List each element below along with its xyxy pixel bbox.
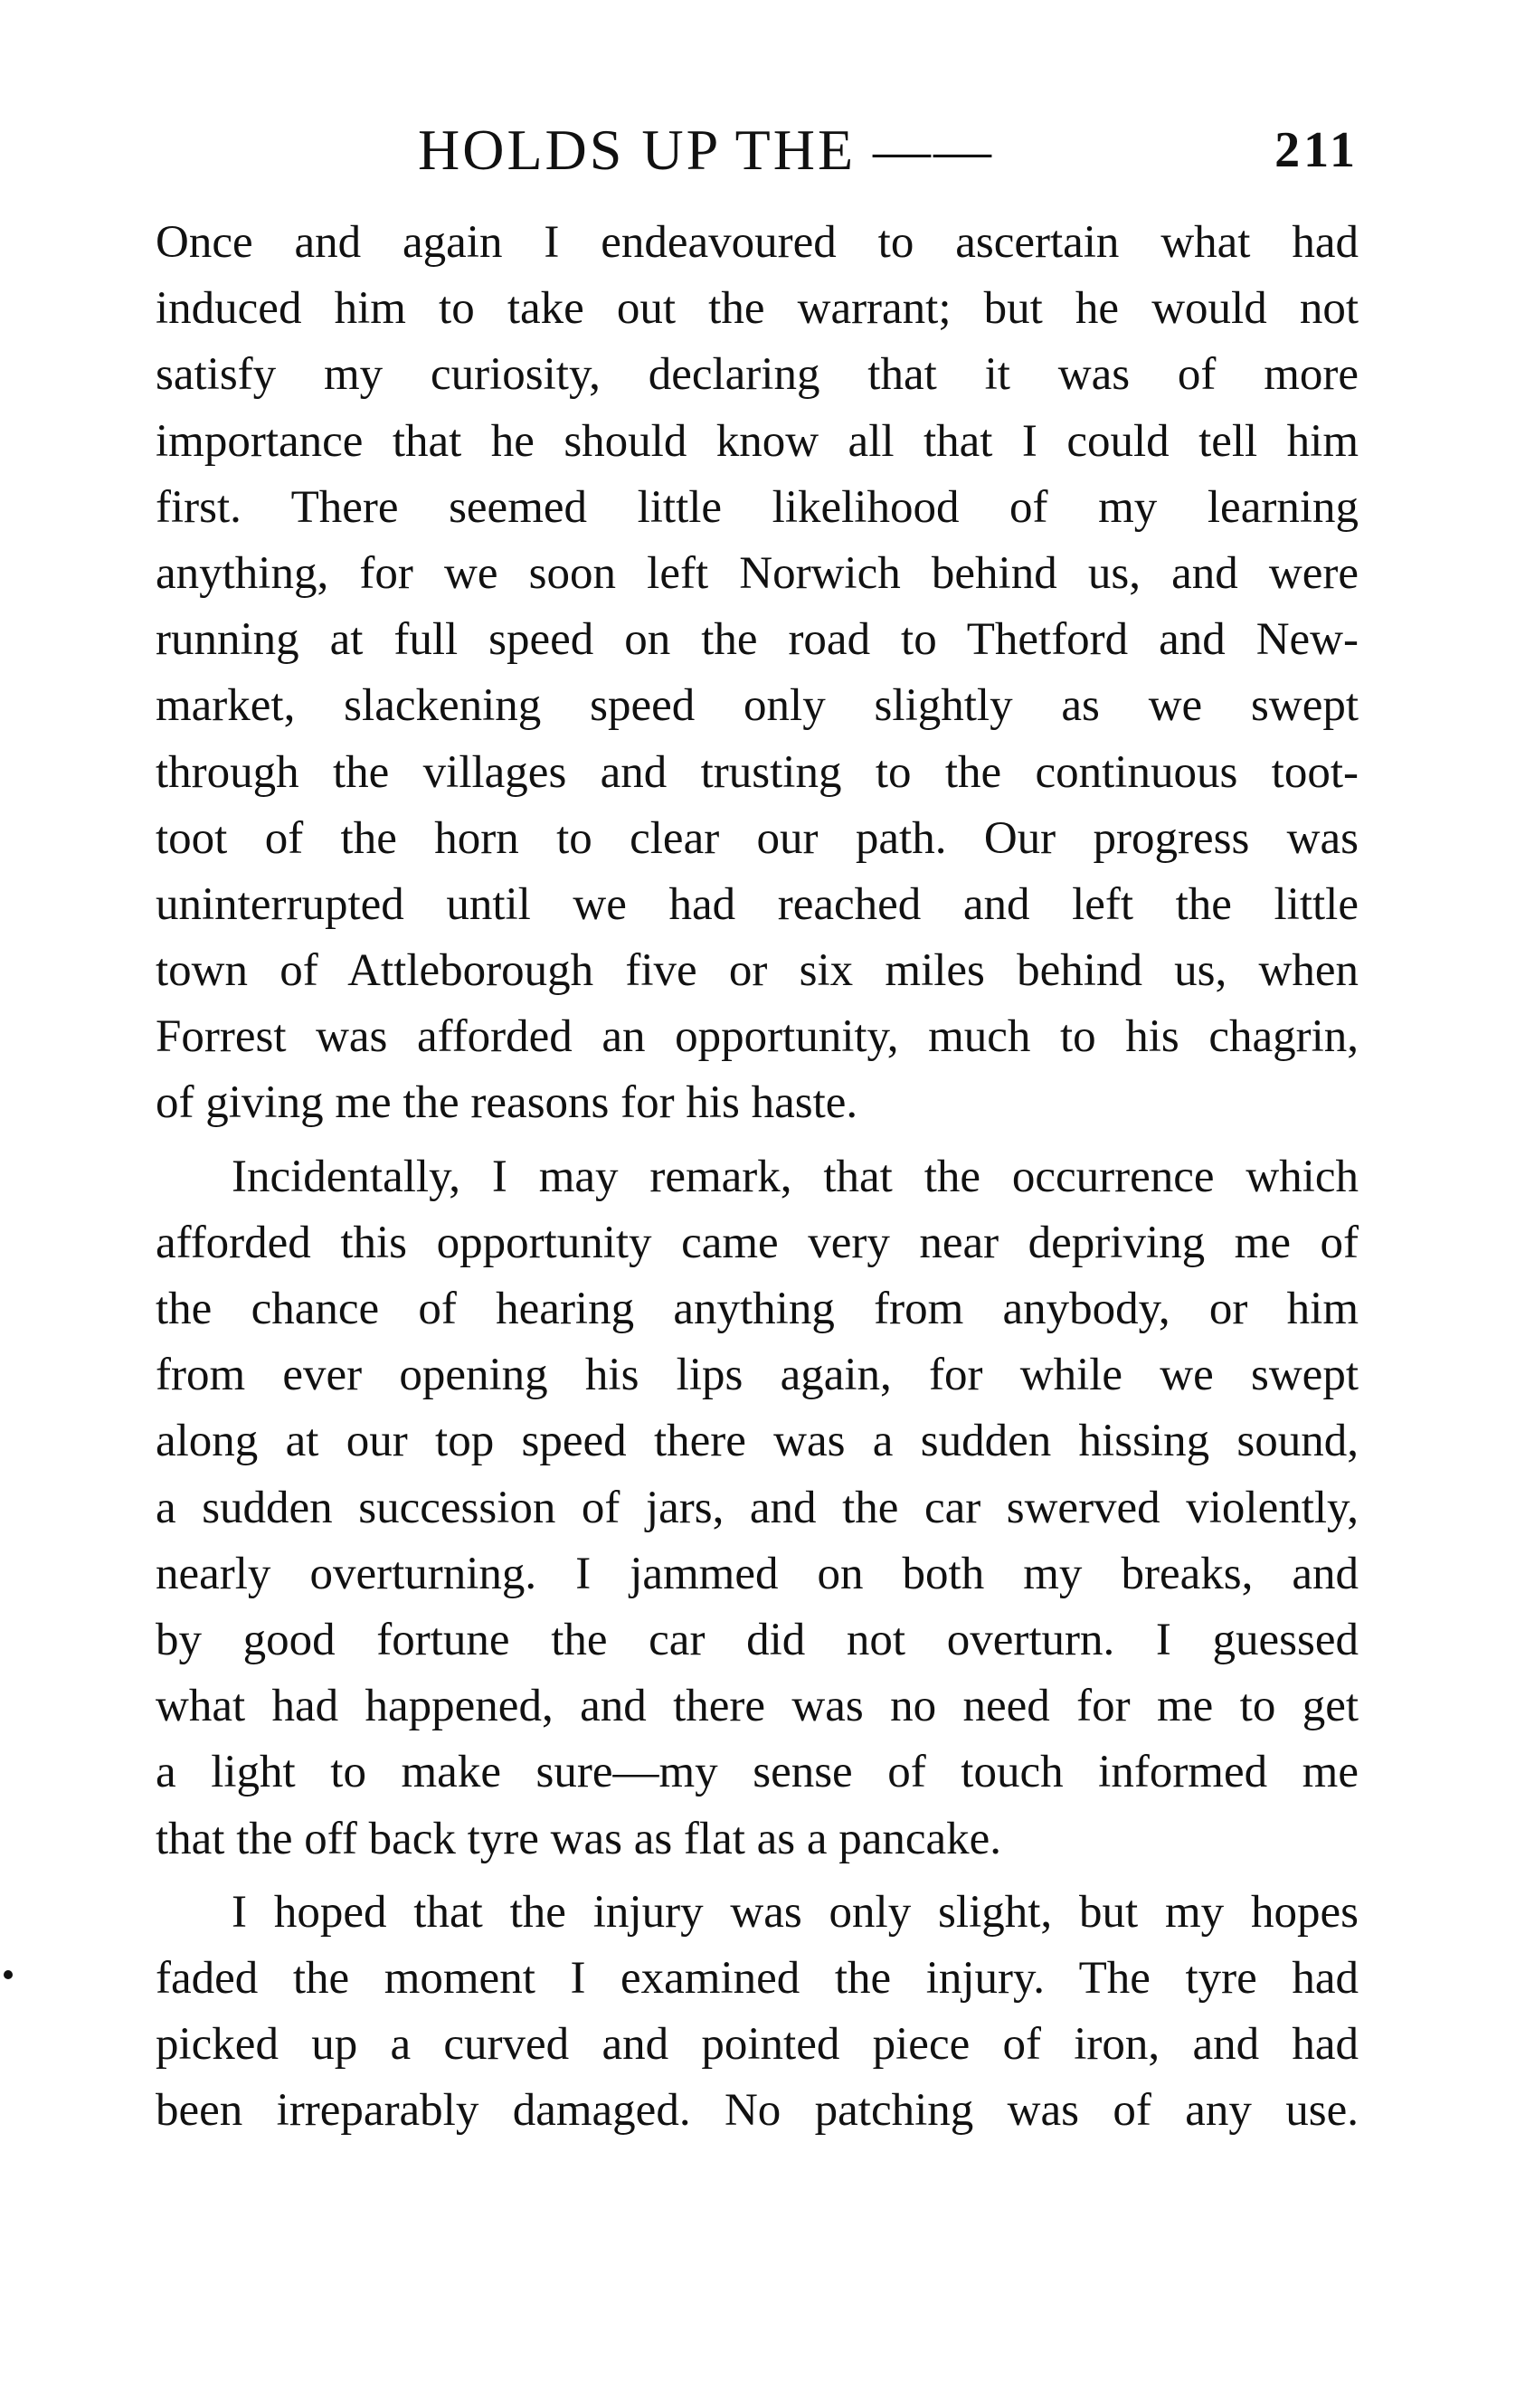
paragraph (156, 1880, 1359, 2145)
text-line: faded the moment I examined the injury. The tyre had (156, 1952, 1359, 2004)
text-line: nearly overturning. I jammed on both my breaks, and (156, 1548, 1359, 1599)
paragraph-gap (156, 1872, 1359, 1880)
text-line: afforded this opportunity came very near depriving me of (156, 1217, 1359, 1268)
text-line: Forrest was afforded an opportunity, much to his chagrin, (156, 1011, 1359, 1063)
text-line: that the off back tyre was as flat as a pancake. (156, 1813, 1002, 1864)
text-line: town of Attleborough five or six miles behind us, when (156, 945, 1359, 997)
text-line: first. There seemed little likelihood of my learning (156, 481, 1359, 533)
text-line: a sudden succession of jars, and the car swerved violently, (156, 1482, 1359, 1533)
text-line: what had happened, and there was no need for me to get (156, 1681, 1359, 1732)
text-line: satisfy my curiosity, declaring that it was of more (156, 349, 1359, 401)
text-line: running at full speed on the road to Thetford and New- (156, 614, 1359, 666)
text-line: uninterrupted until we had reached and left the little (156, 878, 1359, 930)
text-line: anything, for we soon left Norwich behind us, and were (156, 547, 1359, 599)
text-line: I hoped that the injury was only slight, but my hopes (232, 1886, 1359, 1938)
text-line: of giving me the reasons for his haste. (156, 1077, 858, 1129)
paragraph (156, 1144, 1359, 1872)
body-text (156, 210, 1359, 2144)
text-line: importance that he should know all that I could tell him (156, 415, 1359, 467)
running-head (156, 109, 1359, 190)
text-line: through the villages and trusting to the continuous toot- (156, 746, 1359, 798)
text-line: by good fortune the car did not overturn. I guessed (156, 1614, 1359, 1665)
text-line: Once and again I endeavoured to ascertain what had (156, 217, 1359, 268)
text-line: from ever opening his lips again, for while we swept (156, 1350, 1359, 1401)
paragraph (156, 210, 1359, 1137)
text-line: along at our top speed there was a sudden hissing sound, (156, 1416, 1359, 1467)
paragraph-gap (156, 1137, 1359, 1144)
text-line: Incidentally, I may remark, that the occurrence which (232, 1151, 1359, 1202)
running-title: HOLDS UP THE —— (418, 118, 995, 182)
text-line: toot of the horn to clear our path. Our progress was (156, 812, 1359, 864)
ink-speck (4, 1970, 13, 1979)
text-line: market, slackening speed only slightly as we swept (156, 680, 1359, 732)
text-line: induced him to take out the warrant; but he would not (156, 283, 1359, 335)
text-line: a light to make sure—my sense of touch informed me (156, 1747, 1359, 1798)
text-line: been irreparably damaged. No patching was of any use. (156, 2085, 1359, 2137)
text-line: picked up a curved and pointed piece of iron, and had (156, 2019, 1359, 2071)
text-line: the chance of hearing anything from anybody, or him (156, 1284, 1359, 1334)
page-number: 211 (1274, 122, 1359, 178)
